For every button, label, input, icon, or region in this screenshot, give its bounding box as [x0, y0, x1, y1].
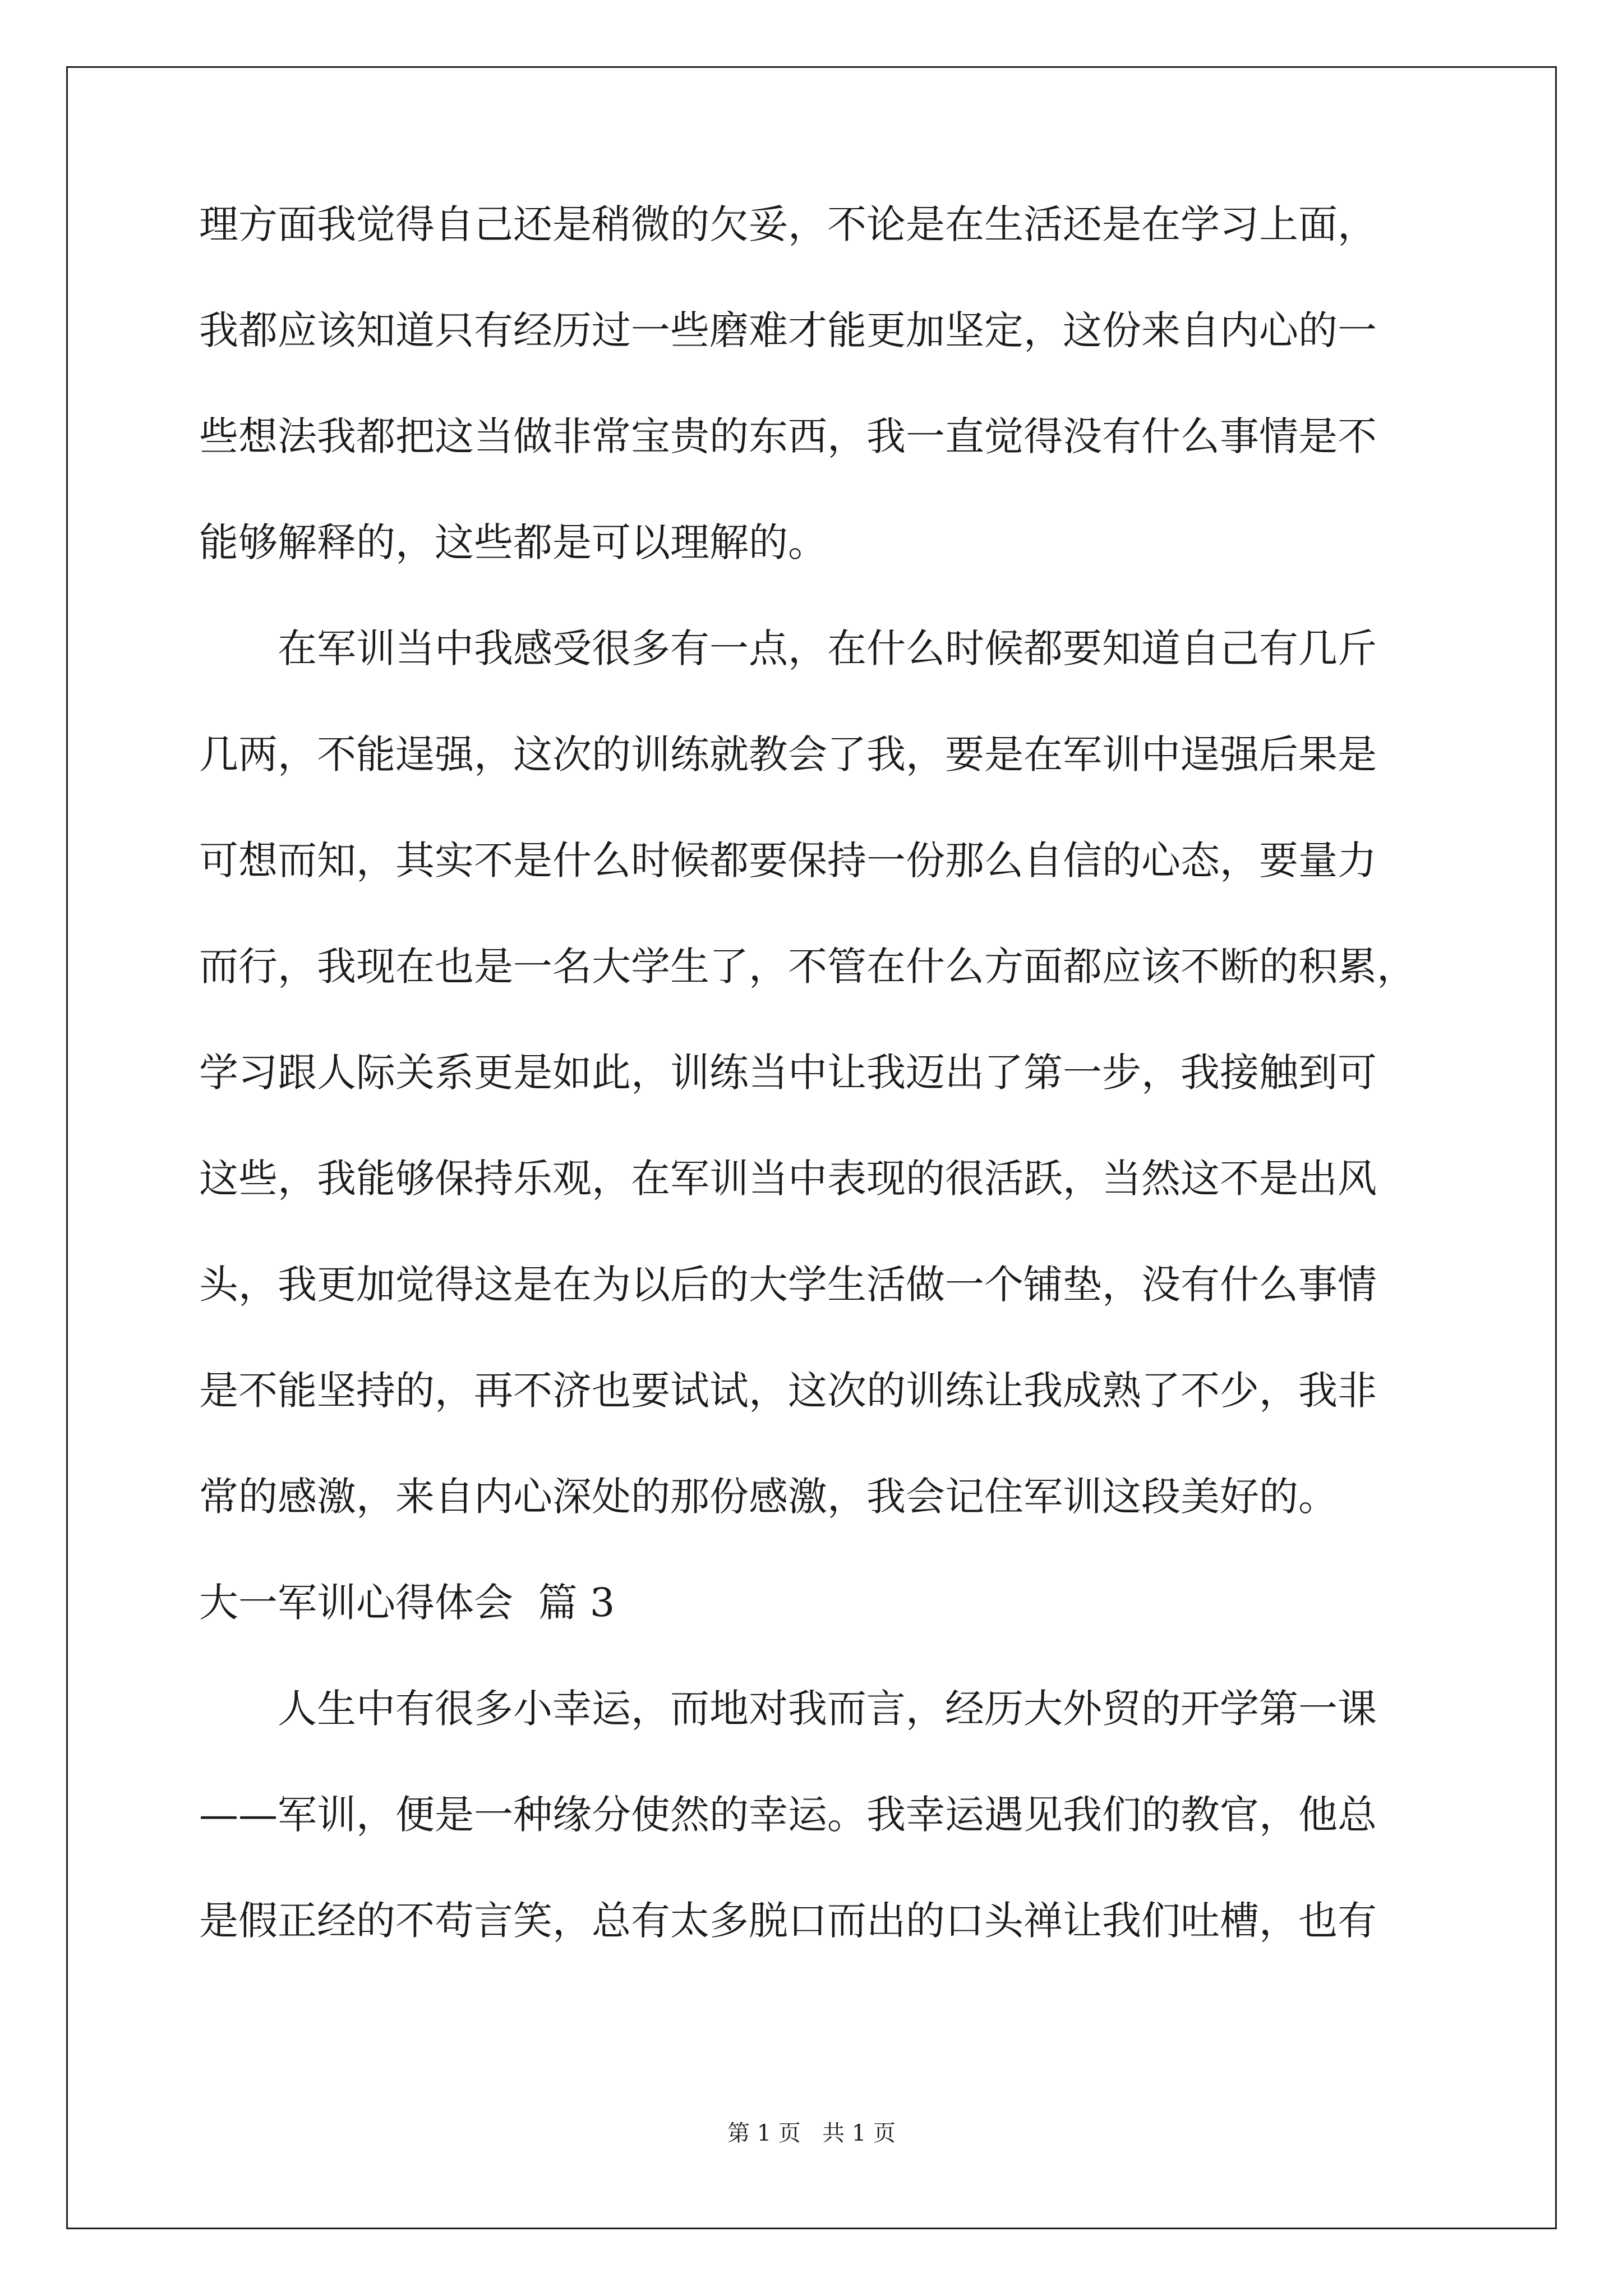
- text-line: 理方面我觉得自己还是稍微的欠妥，不论是在生活还是在学习上面，: [199, 201, 1377, 247]
- text-line: 几两，不能逞强，这次的训练就教会了我，要是在军训中逞强后果是: [199, 731, 1377, 777]
- text-line: 这些，我能够保持乐观，在军训当中表现的很活跃，当然这不是出风: [199, 1156, 1377, 1202]
- text-line: 我都应该知道只有经历过一些磨难才能更加坚定，这份来自内心的一: [199, 307, 1377, 353]
- section-heading: 大一军训心得体会 篇 3: [199, 1580, 615, 1626]
- text-line: 是假正经的不苟言笑，总有太多脱口而出的口头禅让我们吐槽，也有: [199, 1898, 1377, 1944]
- text-line: 些想法我都把这当做非常宝贵的东西，我一直觉得没有什么事情是不: [199, 413, 1377, 459]
- text-line: 是不能坚持的，再不济也要试试，这次的训练让我成熟了不少，我非: [199, 1368, 1377, 1414]
- text-line: ——军训，便是一种缘分使然的幸运。我幸运遇见我们的教官，他总: [199, 1792, 1377, 1838]
- text-line: 常的感激，来自内心深处的那份感激，我会记住军训这段美好的。: [199, 1474, 1338, 1520]
- text-line: 头，我更加觉得这是在为以后的大学生活做一个铺垫，没有什么事情: [199, 1262, 1377, 1308]
- text-line: 可想而知，其实不是什么时候都要保持一份那么自信的心态，要量力: [199, 838, 1377, 884]
- text-line: 人生中有很多小幸运，而地对我而言，经历大外贸的开学第一课: [278, 1686, 1377, 1732]
- text-line: 在军训当中我感受很多有一点，在什么时候都要知道自己有几斤: [278, 625, 1377, 671]
- text-line: 而行，我现在也是一名大学生了，不管在什么方面都应该不断的积累，: [199, 944, 1416, 990]
- text-line: 能够解释的，这些都是可以理解的。: [199, 519, 827, 565]
- text-line: 学习跟人际关系更是如此，训练当中让我迈出了第一步，我接触到可: [199, 1050, 1377, 1096]
- page-number: 第 1 页 共 1 页: [727, 2120, 896, 2146]
